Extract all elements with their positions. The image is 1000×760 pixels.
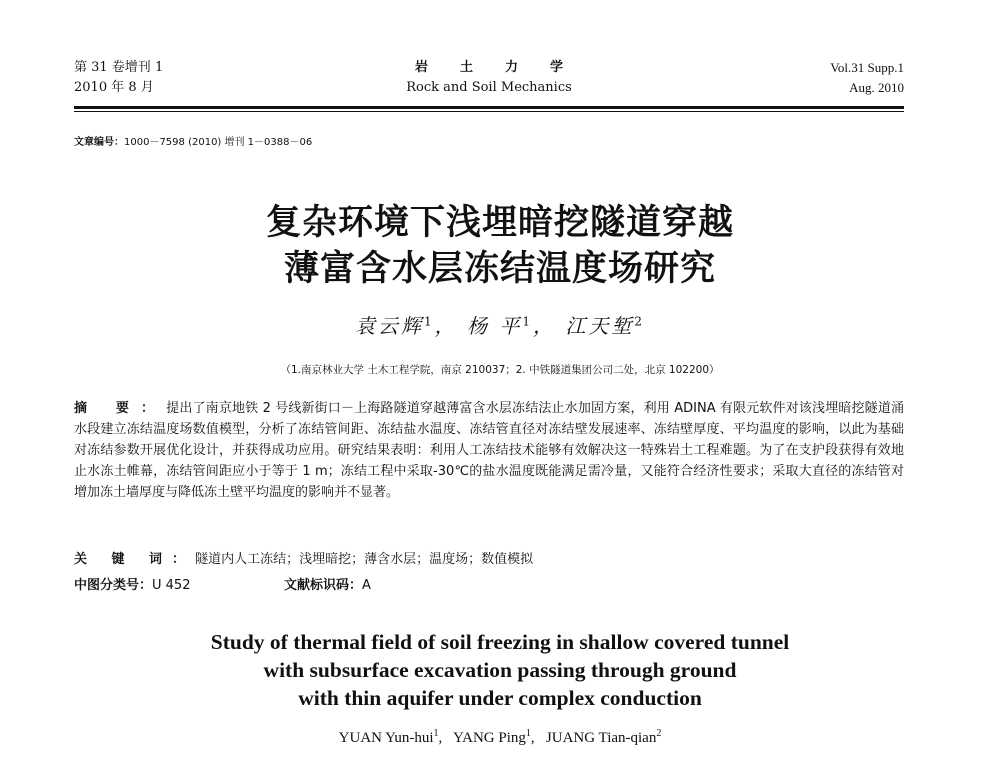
author-en-2-affil: 1 — [525, 728, 531, 739]
author-en-2: YANG Ping — [452, 730, 526, 746]
author-en-1-affil: 1 — [433, 728, 439, 739]
author-en-3-affil: 2 — [656, 728, 662, 739]
doc-code-label: 文献标识码： — [284, 578, 363, 593]
title-en-line2: with subsurface excavation passing through ground — [263, 658, 737, 682]
title-en — [0, 628, 1000, 712]
authors-cn: 袁云辉$^1$， 杨 平$^1$， 江天堑$^2$ — [355, 314, 645, 338]
journal-name-cn: 岩土力学 — [414, 60, 595, 75]
abstract — [74, 398, 904, 503]
journal-header — [74, 58, 904, 104]
abstract-text: 提出了南京地铁 2 号线新街口－上海路隧道穿越薄富含水层冻结法止水加固方案，利用 ADINA 有限元软件对该浅埋暗挖隧道涌水段建立冻结温度场数值模型，分析了冻结管间距、冻结盐水温度、冻结管直径对冻结壁发展速率、冻结壁厚度、平均温度的影响，以此为基础对冻结参数开展优化设计，并获得成功应用。研究结果表明：利用人工冻结技术能够有效解决这一特殊岩土工程难题。为了在支护段获得有效地止水冻土帷幕，冻结管间距应小于等于 1 m；冻结工程中采取-30℃的盐水温度既能满足需冷量，又能符合经济性要求；采取大直径的冻结管对增加冻土墙厚度与降低冻土壁平均温度的影响并不显著。 — [74, 401, 904, 500]
title-cn-line2: 薄富含水层冻结温度场研究 — [283, 249, 716, 289]
author-en-1: YUAN Yun-hui — [338, 730, 434, 746]
clc-value: U 452 — [152, 578, 191, 593]
header-center — [74, 58, 904, 98]
volume-en: Vol.31 Supp.1 — [830, 60, 904, 75]
authors-en: YUAN Yun-hui$^1$, YANG Ping$^1$, JUANG Tian-qian$^2$ — [338, 728, 662, 746]
doc-code-value: A — [362, 578, 371, 593]
abstract-label: 摘 要： — [74, 401, 167, 416]
clc-number — [74, 576, 190, 596]
title-en-line3: with thin aquifer under complex conduction — [298, 686, 702, 710]
date-en: Aug. 2010 — [849, 80, 904, 95]
keywords-label: 关 键 词： — [74, 552, 196, 567]
title-cn — [0, 200, 1000, 292]
volume-cn: 第 31 卷增刊 1 — [74, 60, 164, 75]
header-rule-thick — [74, 106, 904, 109]
title-en-line1: Study of thermal field of soil freezing in shallow covered tunnel — [210, 630, 790, 654]
author-cn-2: 杨 平 — [467, 314, 523, 338]
clc-label: 中图分类号： — [74, 578, 153, 593]
journal-name-en: Rock and Soil Mechanics — [406, 80, 572, 95]
article-number-label: 文章编号： — [74, 137, 124, 148]
article-number — [74, 133, 312, 148]
author-en-3: JUANG Tian-qian — [545, 730, 657, 746]
affiliation: （1.南京林业大学 土木工程学院，南京 210037；2. 中铁隧道集团公司二处，北京 102200） — [280, 364, 720, 376]
author-cn-3: 江天堑 — [565, 314, 635, 338]
header-rule-thin — [74, 111, 904, 112]
author-cn-1-affil: 1 — [424, 314, 435, 329]
title-cn-line1: 复杂环境下浅埋暗挖隧道穿越 — [265, 203, 734, 243]
document-code — [284, 576, 371, 596]
keywords — [74, 550, 904, 570]
author-cn-1: 袁云辉 — [355, 314, 424, 338]
date-cn: 2010 年 8 月 — [74, 80, 154, 95]
author-cn-3-affil: 2 — [634, 314, 645, 329]
keywords-text: 隧道内人工冻结；浅埋暗挖；薄含水层；温度场；数值模拟 — [195, 552, 534, 567]
header-right — [830, 58, 904, 98]
author-cn-2-affil: 1 — [522, 314, 533, 329]
article-number-value: 1000－7598 (2010) 增刊 1－0388－06 — [124, 137, 313, 148]
